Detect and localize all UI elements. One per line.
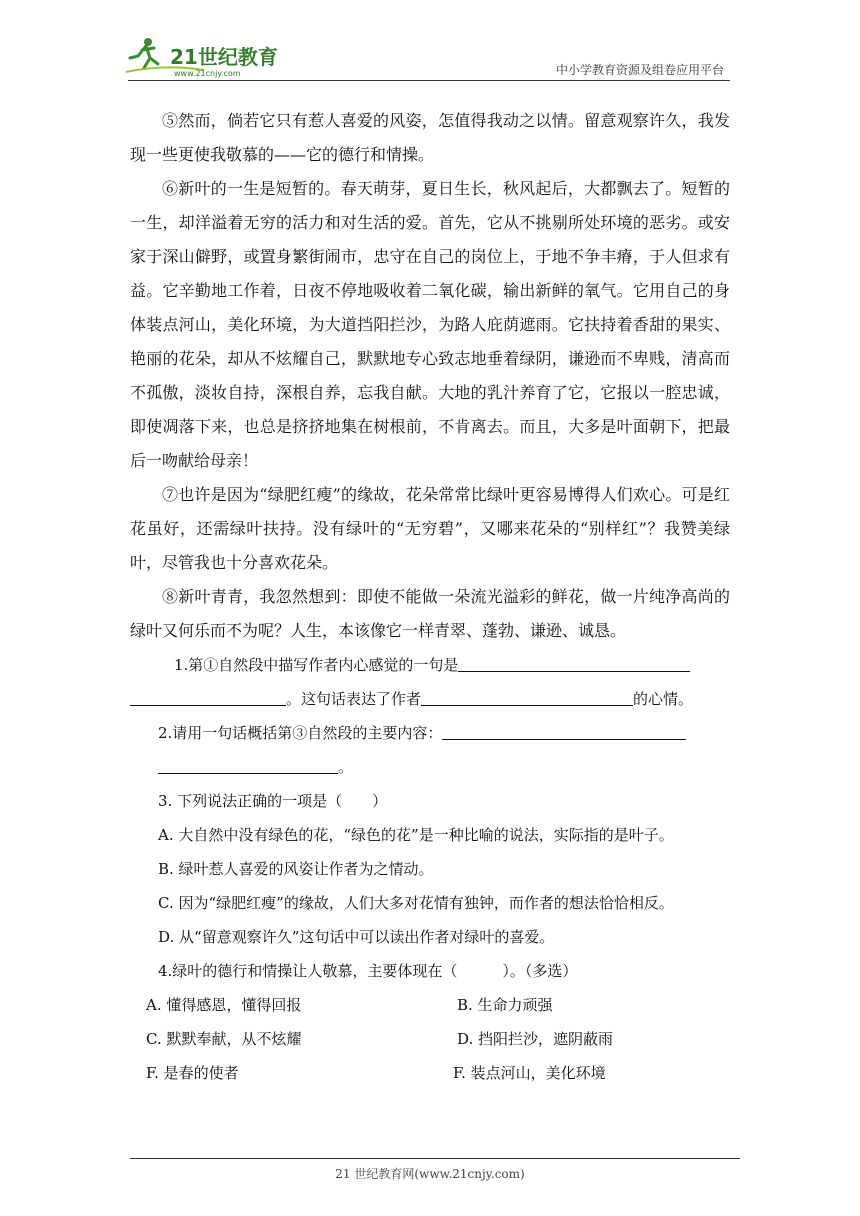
question-3-option-b[interactable]: B. 绿叶惹人喜爱的风姿让作者为之情动。 [158,860,434,878]
question-4-option-c[interactable]: C. 默默奉献，从不炫耀 [146,1030,302,1048]
answer-blank-1a[interactable] [458,653,690,672]
question-4-stem: 4.绿叶的德行和情操让人敬慕，主要体现在（ ）。（多选） [158,962,578,980]
answer-blank-2a[interactable] [442,721,686,740]
header-divider [128,80,730,81]
question-4-row-3 [130,1056,730,1090]
question-2-text-a: 2.请用一句话概括第③自然段的主要内容： [158,724,443,742]
page-content [130,104,730,1090]
question-4-option-a[interactable]: A. 懂得感恩，懂得回报 [146,996,302,1014]
question-1-text-c: 的心情。 [633,690,694,708]
question-1-text-a: 1.第①自然段中描写作者内心感觉的一句是 [174,656,459,674]
question-3-stem: 3. 下列说法正确的一项是（ ） [158,792,388,810]
site-logo [124,34,294,80]
answer-blank-2b[interactable] [158,755,338,774]
question-3-option-c[interactable]: C. 因为“绿肥红瘦”的缘故，人们大多对花情有独钟，而作者的想法恰恰相反。 [158,894,674,912]
question-1-line-2 [130,682,730,716]
question-4-option-e[interactable]: F. 是春的使者 [146,1064,239,1082]
paragraph-6: ⑥新叶的一生是短暂的。春天萌芽，夏日生长，秋风起后，大都飘去了。短暂的一生，却洋溢着无穷的活力和对生活的爱。首先，它从不挑剔所处环境的恶劣。或安家于深山僻野，或置身繁街闹市，忠守在自己的岗位上，于地不争丰瘠，于人但求有益。它辛勤地工作着，日夜不停地吸收着二氧化碳，输出新鲜的氧气。它用自己的身体装点河山，美化环境，为大道挡阳拦沙，为路人庇荫遮雨。它扶持着香甜的果实、艳丽的花朵，却从不炫耀自己，默默地专心致志地垂着绿阴，谦逊而不卑贱，清高而不孤傲，淡妆自持，深根自养，忘我自献。大地的乳汁养育了它，它报以一腔忠诚，即使凋落下来，也总是挤挤地集在树根前，不肯离去。而且，大多是叶面朝下，把最后一吻献给母亲！ [130,179,730,470]
question-4-option-d[interactable]: D. 挡阳拦沙，遮阴蔽雨 [457,1030,614,1048]
question-3-option-a[interactable]: A. 大自然中没有绿色的花，“绿色的花”是一种比喻的说法，实际指的是叶子。 [158,826,674,844]
answer-blank-1c[interactable] [421,687,633,706]
paragraph-5: ⑤然而，倘若它只有惹人喜爱的风姿，怎值得我动之以情。留意观察许久，我发现一些更使我敬慕的——它的德行和情操。 [130,111,730,164]
question-3-option-d[interactable]: D. 从“留意观察许久”这句话中可以读出作者对绿叶的喜爱。 [158,928,555,946]
paragraph-8: ⑧新叶青青，我忽然想到：即使不能做一朵流光溢彩的鲜花，做一片纯净高尚的绿叶又何乐而不为呢？人生，本该像它一样青翠、蓬勃、谦逊、诚恳。 [130,587,730,640]
question-1-text-b: 。这句话表达了作者 [286,690,422,708]
question-2-line-2 [130,750,730,784]
question-4-option-f[interactable]: F. 装点河山，美化环境 [453,1064,606,1082]
footer-text: 21 世纪教育网(www.21cnjy.com) [335,1167,525,1181]
question-4-row-1 [130,988,730,1022]
header-slogan: 中小学教育资源及组卷应用平台 [555,63,724,77]
question-2-line-1 [130,716,730,750]
question-4-option-b[interactable]: B. 生命力顽强 [457,996,553,1014]
paragraph-7: ⑦也许是因为“绿肥红瘦”的缘故，花朵常常比绿叶更容易博得人们欢心。可是红花虽好，还需绿叶扶持。没有绿叶的“无穷碧”，又哪来花朵的“别样红”？我赞美绿叶，尽管我也十分喜欢花朵。 [130,485,730,572]
logo-text: 21世纪教育 [170,45,278,69]
question-2-text-b: 。 [338,758,354,776]
question-4-row-2 [130,1022,730,1056]
logo-url: www.21cnjy.com [174,69,241,78]
answer-blank-1b[interactable] [130,687,286,706]
footer-divider [130,1158,740,1159]
question-1-line-1 [130,648,730,682]
